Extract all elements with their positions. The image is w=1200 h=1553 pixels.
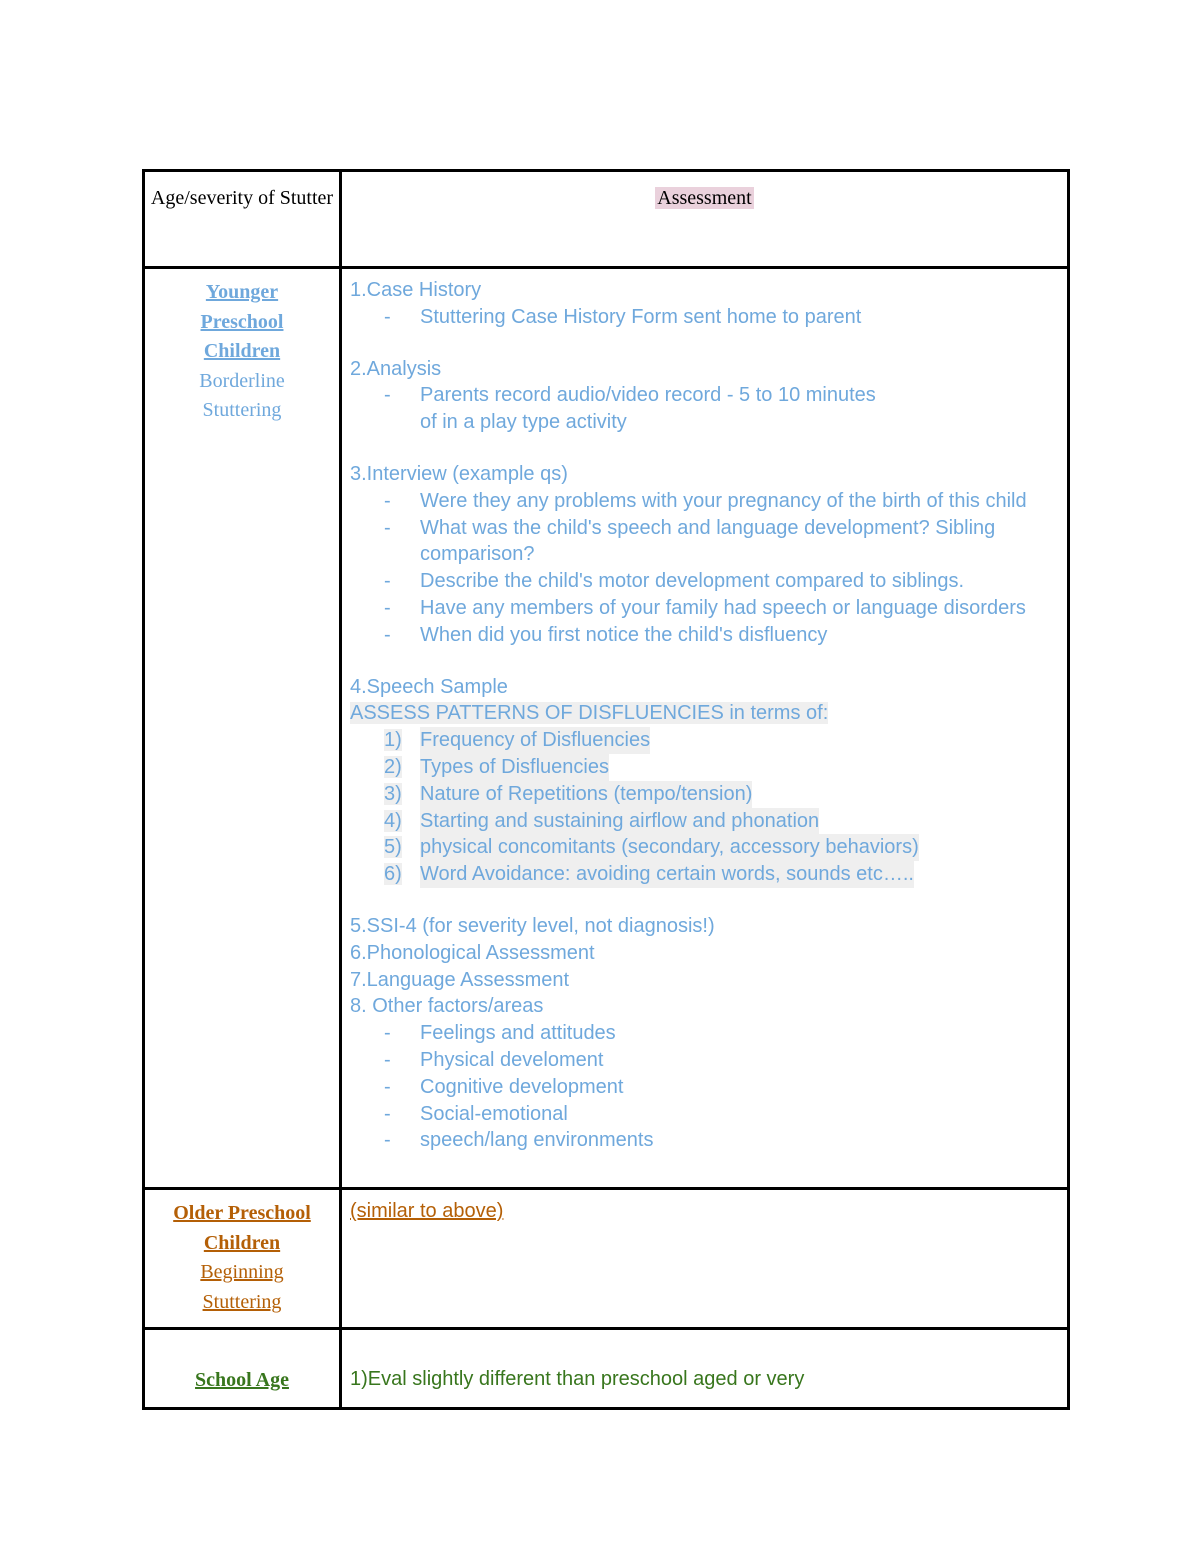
section-heading: 8. Other factors/areas (350, 995, 544, 1018)
stage-title: Children (203, 1231, 281, 1254)
list-item: - Have any members of your family had speech or language disorders (384, 596, 1026, 619)
list-item: - Were they any problems with your pregnancy of the birth of this child (384, 489, 1027, 512)
assessment-content-older (341, 1189, 1069, 1329)
numbered-item: 5) physical concomitants (secondary, accessory behaviors) (350, 834, 1067, 861)
list-item: - speech/lang environments (384, 1129, 654, 1152)
stage-older-preschool (144, 1189, 341, 1329)
list-item: - When did you first notice the child's disfluency (384, 623, 828, 646)
school-age-note: 1)Eval slightly different than preschool aged or very (350, 1368, 805, 1391)
stage-title: Preschool (200, 310, 284, 333)
numbered-item: 1) Frequency of Disfluencies (350, 727, 1067, 754)
stage-subtitle: Beginning (200, 1261, 284, 1283)
list-item: - Cognitive development (384, 1075, 624, 1098)
stage-subtitle: Stuttering (202, 399, 282, 421)
section-heading: 1.Case History (350, 279, 482, 301)
list-item-continuation: comparison? (420, 543, 535, 566)
stage-subtitle: Borderline (199, 369, 285, 392)
list-item: - What was the child's speech and language development? Sibling (384, 516, 996, 539)
stage-subtitle: Stuttering (202, 1290, 282, 1313)
header-assessment (341, 171, 1069, 268)
list-item-continuation: of in a play type activity (420, 411, 627, 434)
list-item: - Describe the child's motor development compared to siblings. (384, 570, 965, 593)
stage-title: Children (203, 340, 281, 362)
assessment-content-younger (341, 268, 1069, 1189)
section-heading: 4.Speech Sample (350, 675, 508, 698)
list-item: - Physical develoment (384, 1048, 604, 1071)
numbered-item: 6) Word Avoidance: avoiding certain words, sounds etc….. (350, 861, 1067, 888)
stage-school-age (144, 1329, 341, 1409)
section-heading: 2.Analysis (350, 357, 442, 380)
numbered-item: 3) Nature of Repetitions (tempo/tension) (350, 781, 1067, 808)
numbered-item: 2) Types of Disfluencies (350, 754, 1067, 781)
assessment-table (142, 169, 1070, 1410)
list-item: - Social-emotional (384, 1102, 568, 1125)
list-item: - Parents record audio/video record - 5 to 10 minutes (384, 384, 876, 407)
stage-younger-preschool (144, 268, 341, 1189)
section-heading: 6.Phonological Assessment (350, 941, 595, 964)
section-heading: 5.SSI-4 (for severity level, not diagnosis!) (350, 914, 715, 937)
similar-note: (similar to above) (350, 1200, 504, 1222)
section-subheading: ASSESS PATTERNS OF DISFLUENCIES in terms of: (350, 702, 829, 725)
assessment-content-school (341, 1329, 1069, 1409)
section-heading: 7.Language Assessment (350, 968, 570, 991)
list-item: - Feelings and attitudes (384, 1022, 616, 1045)
list-item: - Stuttering Case History Form sent home to parent (384, 305, 862, 328)
stage-title: School Age (195, 1368, 289, 1391)
stage-title: Younger (205, 281, 279, 303)
header-age-severity: Age/severity of Stutter (144, 171, 341, 268)
stage-title: Older Preschool (173, 1202, 311, 1224)
section-heading: 3.Interview (example qs) (350, 462, 568, 485)
header-assessment-label: Assessment (657, 187, 752, 209)
numbered-item: 4) Starting and sustaining airflow and phonation (350, 808, 1067, 835)
